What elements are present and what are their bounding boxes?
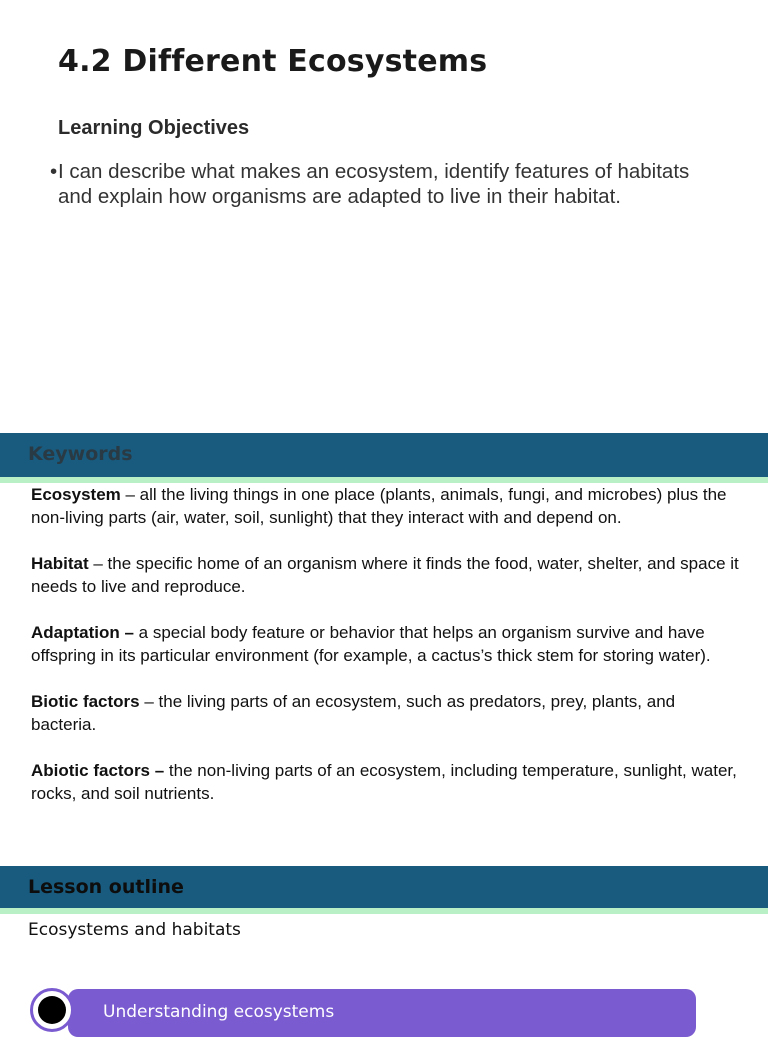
keyword-ecosystem	[31, 483, 741, 529]
bullet-icon: •	[50, 160, 58, 183]
learning-objectives-heading: Learning Objectives	[58, 117, 250, 139]
keyword-term: Habitat	[31, 554, 89, 573]
page-title: 4.2 Different Ecosystems	[58, 44, 488, 79]
keywords-heading: Keywords	[28, 443, 133, 465]
lesson-outline-banner	[0, 866, 768, 908]
outline-subheading: Ecosystems and habitats	[28, 920, 241, 940]
keyword-definition: a special body feature or behavior that helps an organism survive and have offspring in its particular environment (for example, a cactus’s thick stem for storing water).	[31, 623, 711, 665]
outline-underline	[0, 908, 768, 914]
keyword-definition: – all the living things in one place (plants, animals, fungi, and microbes) plus the non-living parts (air, water, soil, sunlight) that they interact with and depend on.	[31, 485, 727, 527]
objective-text: I can describe what makes an ecosystem, identify features of habitats and explain how organisms are adapted to live in their habitat.	[58, 160, 690, 208]
step-marker-icon	[30, 988, 74, 1032]
outline-step-understanding-ecosystems[interactable]	[68, 989, 696, 1037]
keyword-definition: the non-living parts of an ecosystem, including temperature, sunlight, water, rocks, and soil nutrients.	[31, 761, 737, 803]
keywords-banner	[0, 433, 768, 477]
keyword-abiotic-factors	[31, 759, 741, 805]
step-dot-icon	[38, 996, 66, 1024]
objective-item	[50, 160, 700, 209]
keyword-biotic-factors	[31, 690, 741, 736]
lesson-outline-heading: Lesson outline	[28, 876, 184, 898]
outline-step-label: Understanding ecosystems	[103, 1002, 335, 1022]
keyword-adaptation	[31, 621, 741, 667]
keyword-habitat	[31, 552, 741, 598]
keyword-term: Biotic factors	[31, 692, 140, 711]
keyword-term: Abiotic factors –	[31, 761, 165, 780]
keyword-definition: – the specific home of an organism where it finds the food, water, shelter, and space it needs to live and reproduce.	[31, 554, 739, 596]
keyword-term: Adaptation –	[31, 623, 134, 642]
keywords-list	[31, 483, 741, 828]
keyword-term: Ecosystem	[31, 485, 121, 504]
keyword-definition: – the living parts of an ecosystem, such as predators, prey, plants, and bacteria.	[31, 692, 676, 734]
